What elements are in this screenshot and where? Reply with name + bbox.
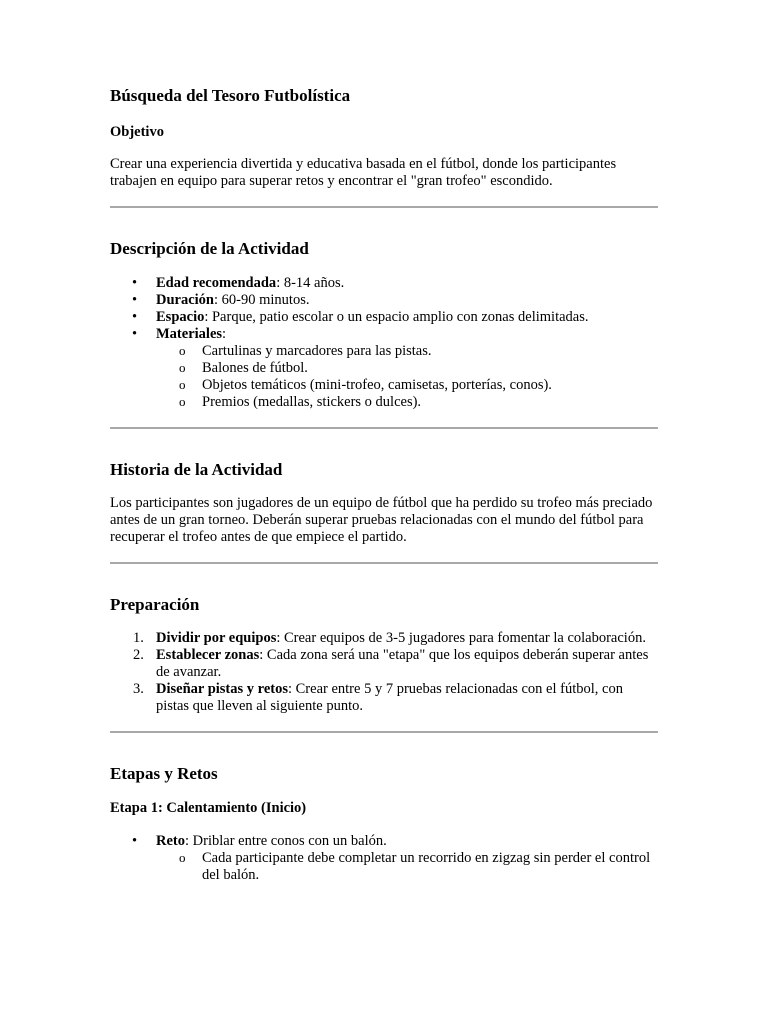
item-text: : Crear equipos de 3-5 jugadores para fomentar la colaboración. [276, 630, 646, 646]
item-label: Edad recomendada [156, 275, 277, 291]
etapa1-heading: Etapa 1: Calentamiento (Inicio) [110, 800, 307, 816]
page-title: Búsqueda del Tesoro Futbolística [110, 86, 351, 105]
etapa1-list [110, 833, 658, 884]
descripcion-list [110, 275, 658, 411]
item-text: : 8-14 años. [276, 275, 345, 291]
sub-list-item: o Objetos temáticos (mini-trofeo, camisetas, porterías, conos). [156, 377, 658, 394]
sub-list-item: o Premios (medallas, stickers o dulces). [156, 394, 658, 411]
etapa1-sub-list [156, 850, 658, 884]
item-text: : Cada zona será una "etapa" que los equipos deberán superar antes de avanzar. [156, 647, 649, 680]
item-label: Establecer zonas [156, 647, 260, 663]
historia-text: Los participantes son jugadores de un equipo de fútbol que ha perdido su trofeo más preciado antes de un gran torneo. Deberán superar pruebas relacionadas con el mundo del fútbol para recuperar el trofeo antes de que empiece el partido. [110, 495, 653, 545]
list-item [110, 309, 658, 326]
list-item [110, 326, 658, 411]
item-label: Reto [156, 833, 185, 849]
section-divider [110, 427, 658, 429]
item-text: : Parque, patio escolar o un espacio amplio con zonas delimitadas. [204, 309, 589, 325]
section-divider [110, 731, 658, 733]
list-item [110, 647, 658, 681]
sub-list-item: o Balones de fútbol. [156, 360, 658, 377]
document-content [110, 86, 658, 884]
section-divider [110, 562, 658, 564]
item-label: Materiales [156, 326, 223, 342]
item-label: Diseñar pistas y retos [156, 681, 288, 697]
section-divider [110, 206, 658, 208]
item-text: : 60-90 minutos. [214, 292, 310, 308]
item-text: : [222, 326, 227, 342]
item-text: : Crear entre 5 y 7 pruebas relacionadas con el fútbol, con pistas que lleven al siguiente punto. [156, 681, 623, 714]
list-item [110, 681, 658, 715]
item-label: Espacio [156, 309, 205, 325]
list-item [110, 630, 658, 647]
preparacion-heading: Preparación [110, 595, 200, 614]
step-number: 1. [133, 630, 144, 646]
materiales-list [156, 343, 658, 411]
step-number: 2. [133, 647, 144, 663]
item-label: Duración [156, 292, 214, 308]
objetivo-heading: Objetivo [110, 124, 164, 140]
list-item [110, 292, 658, 309]
item-label: Dividir por equipos [156, 630, 277, 646]
sub-list-item: o Cartulinas y marcadores para las pistas. [156, 343, 658, 360]
descripcion-heading: Descripción de la Actividad [110, 239, 309, 258]
step-number: 3. [133, 681, 144, 697]
objetivo-text: Crear una experiencia divertida y educativa basada en el fútbol, donde los participantes trabajen en equipo para superar retos y encontrar el "gran trofeo" escondido. [110, 156, 617, 189]
etapas-heading: Etapas y Retos [110, 764, 218, 783]
item-text: : Driblar entre conos con un balón. [185, 833, 387, 849]
sub-list-item: o Cada participante debe completar un recorrido en zigzag sin perder el control del balón. [156, 850, 658, 884]
preparacion-list [110, 630, 658, 715]
list-item [110, 275, 658, 292]
list-item [110, 833, 658, 884]
historia-heading: Historia de la Actividad [110, 460, 283, 479]
